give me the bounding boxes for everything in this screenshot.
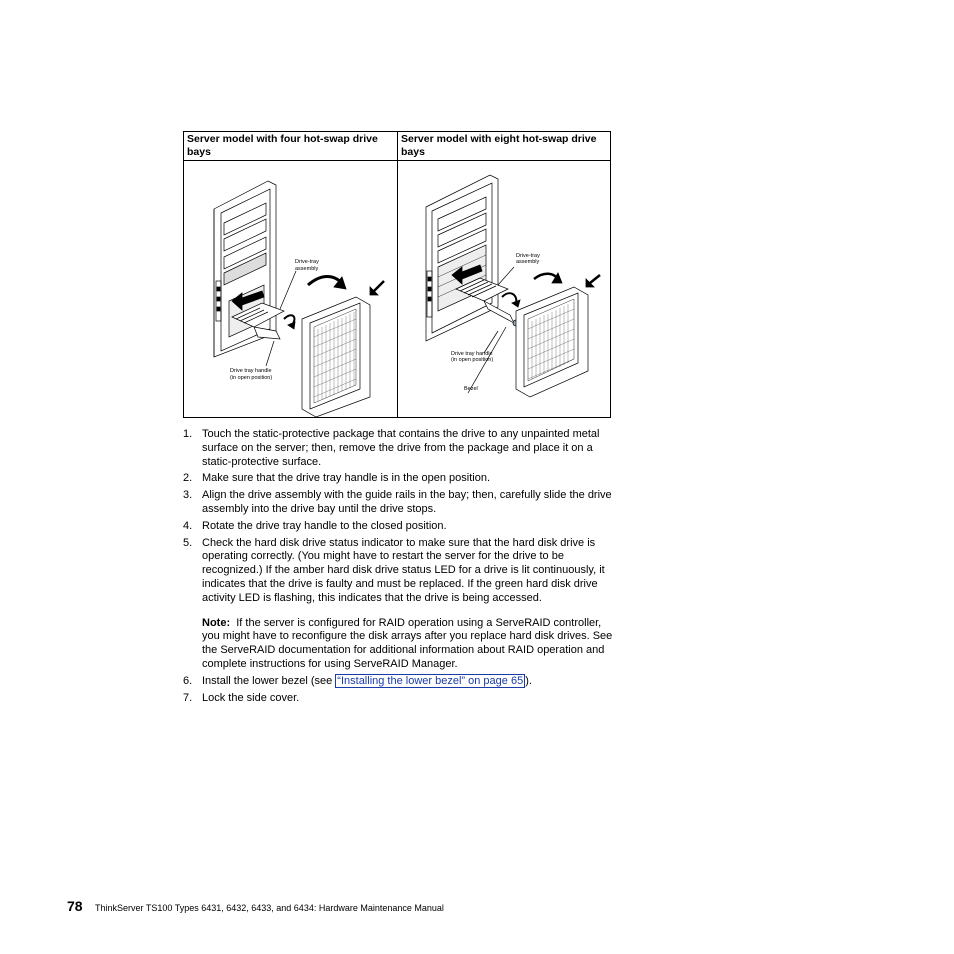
callout-bezel: Bezel — [464, 386, 478, 392]
eight-bay-server-illustration — [398, 161, 610, 417]
header-four-bay-model: Server model with four hot-swap drive bays — [187, 133, 378, 158]
step-text: Check the hard disk drive status indicator to make sure that the hard disk drive is operating correctly. (You might have to restart the server for the drive to be recognized.) If the amber hard disk drive status LED for a drive is lit continuously, it indicates that the drive is faulty and must be replaced. If the green hard disk drive activity LED is flashing, this indicates that the drive is being accessed. — [202, 536, 605, 604]
list-item: 5. Check the hard disk drive status indicator to make sure that the hard disk drive is operating correctly. (You might have to restart the server for the drive to be recognized.) If the amber hard disk drive status LED for a drive is lit continuously, it indicates that the drive is faulty and must be replaced. If the green hard disk drive activity LED is flashing, this indicates that the drive is being accessed. Note: If the server is configured for RAID operation using a ServeRAID controller, you might have to reconfigure the disk arrays after you replace hard disk drives. See the ServeRAID documentation for additional information about RAID operation and complete instructions for using ServeRAID Manager. — [183, 536, 613, 670]
callout-drive-tray-assembly-2: assembly — [516, 259, 540, 265]
figure-table — [183, 131, 611, 418]
page-number: 78 — [67, 898, 83, 914]
step-text: Rotate the drive tray handle to the closed position. — [202, 519, 447, 532]
procedure-steps — [183, 428, 613, 708]
note-block — [202, 617, 613, 672]
footer-title: ThinkServer TS100 Types 6431, 6432, 6433, and 6434: Hardware Maintenance Manual — [95, 903, 444, 913]
callout-drive-tray-assembly-1: Drive-tray — [295, 259, 319, 265]
step-text: Make sure that the drive tray handle is in the open position. — [202, 472, 491, 485]
callout-drive-tray-handle-1: Drive tray handle — [451, 351, 493, 357]
callout-drive-tray-handle-1: Drive tray handle — [230, 368, 272, 374]
list-item: 4. Rotate the drive tray handle to the closed position. — [183, 519, 447, 532]
four-bay-server-illustration — [184, 161, 397, 417]
note-label: Note: — [202, 616, 231, 629]
step-text: Touch the static-protective package that contains the drive to any unpainted metal surface on the server; then, remove the drive from the package and place it on a static-protective surface. — [202, 428, 600, 468]
note-text: If the server is configured for RAID operation using a ServeRAID controller, you might have to reconfigure the disk arrays after you replace hard disk drives. See the ServeRAID documentation for additional information about RAID operation and complete instructions for using ServeRAID Manager. — [202, 616, 613, 670]
cross-reference-link[interactable]: “Installing the lower bezel” on page 65 — [337, 674, 524, 687]
list-item: 1. Touch the static-protective package that contains the drive to any unpainted metal surface on the server; then, remove the drive from the package and place it on a static-protective surface. — [183, 428, 600, 468]
header-eight-bay-model: Server model with eight hot-swap drive bays — [401, 133, 597, 158]
callout-drive-tray-handle-2: (in open position) — [230, 375, 273, 381]
step-text: Lock the side cover. — [202, 691, 300, 704]
list-item: 7. Lock the side cover. — [183, 691, 300, 704]
step-text: Align the drive assembly with the guide rails in the bay; then, carefully slide the drive assembly into the drive bay until the drive stops. — [202, 489, 612, 515]
callout-drive-tray-handle-2: (in open position) — [451, 357, 494, 363]
callout-drive-tray-assembly-2: assembly — [295, 266, 319, 272]
list-item: 3. Align the drive assembly with the guide rails in the bay; then, carefully slide the drive assembly into the drive bay until the drive stops. — [183, 489, 612, 515]
step-text: Install the lower bezel (see — [202, 674, 336, 687]
list-item: 6. Install the lower bezel (see “Installing the lower bezel” on page 65 ). — [183, 674, 532, 687]
callout-drive-tray-assembly-1: Drive-tray — [516, 253, 540, 259]
list-item: 2. Make sure that the drive tray handle is in the open position. — [183, 472, 491, 485]
